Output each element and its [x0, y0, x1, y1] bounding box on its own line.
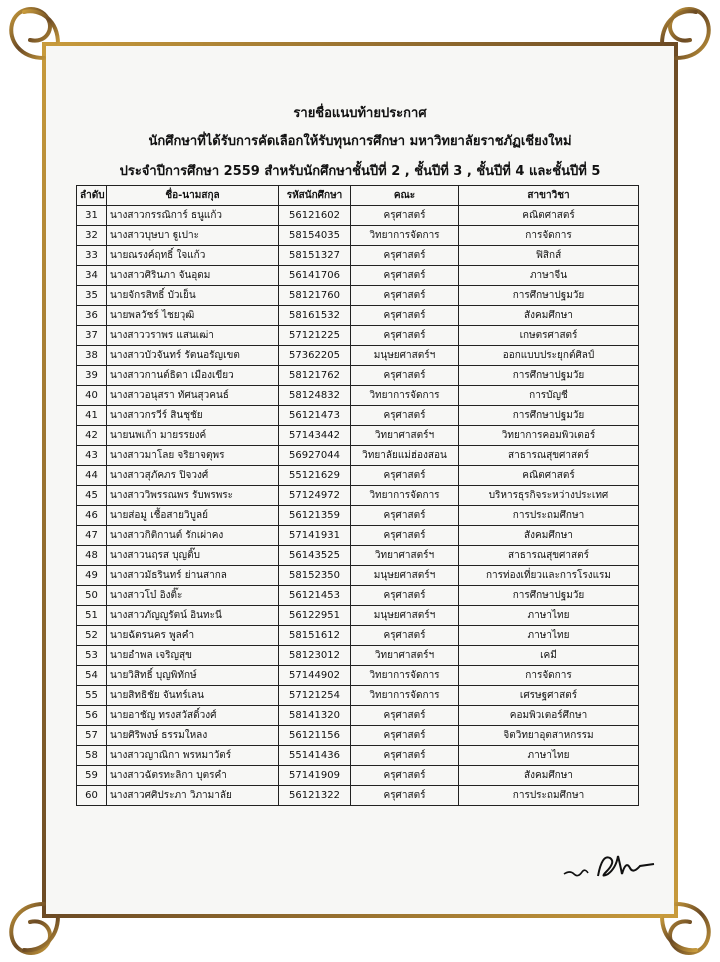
cell-student-id: 58161532 [279, 306, 351, 326]
cell-major: เคมี [459, 646, 639, 666]
cell-faculty: ครุศาสตร์ [351, 786, 459, 806]
table-row [77, 366, 639, 386]
document-subtitle: นักศึกษาที่ได้รับการคัดเลือกให้รับทุนการศึกษา มหาวิทยาลัยราชภัฏเชียงใหม่ [148, 134, 572, 149]
cell-major: สาธารณสุขศาสตร์ [459, 446, 639, 466]
cell-major: การประถมศึกษา [459, 506, 639, 526]
table-row [77, 666, 639, 686]
cell-faculty: มนุษยศาสตร์ฯ [351, 566, 459, 586]
cell-order: 38 [77, 346, 107, 366]
table-row [77, 766, 639, 786]
cell-name: นายส่อมู เชื้อสายวิบูลย์ [107, 506, 279, 526]
cell-student-id: 57144902 [279, 666, 351, 686]
document-subtitle-year: ประจำปีการศึกษา 2559 สำหรับนักศึกษาชั้นปีที่ 2 , ชั้นปีที่ 3 , ชั้นปีที่ 4 และชั้นปีที่ 5 [119, 164, 601, 179]
cell-name: นายณรงค์ฤทธิ์ ใจแก้ว [107, 246, 279, 266]
cell-order: 43 [77, 446, 107, 466]
cell-order: 55 [77, 686, 107, 706]
cell-faculty: วิทยาการจัดการ [351, 666, 459, 686]
cell-faculty: ครุศาสตร์ [351, 406, 459, 426]
cell-student-id: 58141320 [279, 706, 351, 726]
cell-faculty: วิทยาลัยแม่ฮ่องสอน [351, 446, 459, 466]
cell-name: นายวิสิทธิ์ บุญพิทักษ์ [107, 666, 279, 686]
cell-major: การศึกษาปฐมวัย [459, 586, 639, 606]
cell-major: ภาษาไทย [459, 626, 639, 646]
cell-order: 39 [77, 366, 107, 386]
cell-faculty: ครุศาสตร์ [351, 766, 459, 786]
cell-student-id: 56122951 [279, 606, 351, 626]
cell-faculty: ครุศาสตร์ [351, 706, 459, 726]
cell-major: ออกแบบประยุกต์ศิลป์ [459, 346, 639, 366]
cell-order: 35 [77, 286, 107, 306]
cell-student-id: 57121254 [279, 686, 351, 706]
cell-name: นางสาวฉัตรทะลิกา บุตรคำ [107, 766, 279, 786]
cell-major: การจัดการ [459, 666, 639, 686]
cell-major: การจัดการ [459, 226, 639, 246]
cell-major: การศึกษาปฐมวัย [459, 286, 639, 306]
cell-name: นายสิทธิชัย จันทร์เลน [107, 686, 279, 706]
cell-faculty: ครุศาสตร์ [351, 246, 459, 266]
table-row [77, 646, 639, 666]
table-row [77, 426, 639, 446]
scholarship-table [76, 185, 639, 806]
cell-name: นางสาวบุษบา ฐูเปาะ [107, 226, 279, 246]
signature-image [560, 846, 670, 886]
cell-student-id: 57141909 [279, 766, 351, 786]
cell-order: 52 [77, 626, 107, 646]
cell-faculty: วิทยาศาสตร์ฯ [351, 546, 459, 566]
cell-name: นางสาววิพรรณพร รับพรพระ [107, 486, 279, 506]
cell-order: 34 [77, 266, 107, 286]
cell-order: 51 [77, 606, 107, 626]
cell-order: 46 [77, 506, 107, 526]
cell-student-id: 58152350 [279, 566, 351, 586]
table-row [77, 286, 639, 306]
cell-major: การศึกษาปฐมวัย [459, 406, 639, 426]
cell-name: นางสาวสุภัคภร ปิจวงศ์ [107, 466, 279, 486]
table-row [77, 486, 639, 506]
cell-student-id: 55121629 [279, 466, 351, 486]
cell-name: นางสาวนฤรส บุญติ๊บ [107, 546, 279, 566]
cell-student-id: 57141931 [279, 526, 351, 546]
cell-student-id: 56141706 [279, 266, 351, 286]
cell-order: 42 [77, 426, 107, 446]
cell-name: นายฉัตรนคร พูลคำ [107, 626, 279, 646]
cell-major: ภาษาไทย [459, 746, 639, 766]
table-row [77, 726, 639, 746]
cell-faculty: วิทยาการจัดการ [351, 486, 459, 506]
cell-name: นายอำพล เจริญสุข [107, 646, 279, 666]
cell-student-id: 56121602 [279, 206, 351, 226]
cell-name: นางสาวโบ๋ อิงติ๊ะ [107, 586, 279, 606]
cell-name: นางสาวอนุสรา ทัศนสุวคนธ์ [107, 386, 279, 406]
cell-faculty: มนุษยศาสตร์ฯ [351, 606, 459, 626]
table-row [77, 346, 639, 366]
document-title: รายชื่อแนบท้ายประกาศ [293, 106, 427, 121]
cell-major: ภาษาจีน [459, 266, 639, 286]
table-row [77, 506, 639, 526]
header-order: ลำดับ [77, 186, 107, 206]
cell-order: 31 [77, 206, 107, 226]
cell-name: นายจักรสิทธิ์ บัวเย็น [107, 286, 279, 306]
cell-faculty: ครุศาสตร์ [351, 286, 459, 306]
cell-major: เกษตรศาสตร์ [459, 326, 639, 346]
table-row [77, 706, 639, 726]
cell-faculty: ครุศาสตร์ [351, 366, 459, 386]
cell-name: นางสาวกานต์ธิดา เมืองเขียว [107, 366, 279, 386]
table-row [77, 206, 639, 226]
cell-order: 36 [77, 306, 107, 326]
table-row [77, 326, 639, 346]
cell-major: การประถมศึกษา [459, 786, 639, 806]
cell-faculty: วิทยาศาสตร์ฯ [351, 426, 459, 446]
cell-faculty: ครุศาสตร์ [351, 206, 459, 226]
header-major: สาขาวิชา [459, 186, 639, 206]
cell-major: สังคมศึกษา [459, 526, 639, 546]
cell-major: เศรษฐศาสตร์ [459, 686, 639, 706]
cell-order: 60 [77, 786, 107, 806]
cell-faculty: ครุศาสตร์ [351, 746, 459, 766]
cell-student-id: 58123012 [279, 646, 351, 666]
cell-student-id: 56121473 [279, 406, 351, 426]
cell-major: คณิตศาสตร์ [459, 206, 639, 226]
cell-name: นางสาวศศิประภา วิภามาลัย [107, 786, 279, 806]
cell-major: ฟิสิกส์ [459, 246, 639, 266]
table-row [77, 746, 639, 766]
cell-major: จิตวิทยาอุตสาหกรรม [459, 726, 639, 746]
table-row [77, 686, 639, 706]
cell-major: วิทยาการคอมพิวเตอร์ [459, 426, 639, 446]
cell-faculty: ครุศาสตร์ [351, 626, 459, 646]
cell-name: นางสาวกิติกานต์ รักเผ่าคง [107, 526, 279, 546]
table-row [77, 466, 639, 486]
cell-major: สังคมศึกษา [459, 306, 639, 326]
cell-name: นางสาวภัญญูรัตน์ อินทะนี [107, 606, 279, 626]
cell-name: นางสาวกรวีร์ สินชุชัย [107, 406, 279, 426]
cell-name: นางสาวกรรณิการ์ ธนูแก้ว [107, 206, 279, 226]
cell-major: คณิตศาสตร์ [459, 466, 639, 486]
cell-student-id: 57362205 [279, 346, 351, 366]
table-row [77, 606, 639, 626]
cell-student-id: 57143442 [279, 426, 351, 446]
header-faculty: คณะ [351, 186, 459, 206]
table-row [77, 266, 639, 286]
cell-faculty: ครุศาสตร์ [351, 266, 459, 286]
cell-major: ภาษาไทย [459, 606, 639, 626]
table-row [77, 446, 639, 466]
cell-name: นางสาววราพร แสนเฒ่า [107, 326, 279, 346]
cell-faculty: ครุศาสตร์ [351, 726, 459, 746]
cell-student-id: 57121225 [279, 326, 351, 346]
cell-order: 40 [77, 386, 107, 406]
cell-order: 57 [77, 726, 107, 746]
cell-order: 54 [77, 666, 107, 686]
cell-order: 41 [77, 406, 107, 426]
cell-faculty: วิทยาการจัดการ [351, 686, 459, 706]
cell-student-id: 58151612 [279, 626, 351, 646]
cell-faculty: ครุศาสตร์ [351, 506, 459, 526]
cell-faculty: ครุศาสตร์ [351, 526, 459, 546]
cell-major: การบัญชี [459, 386, 639, 406]
table-row [77, 546, 639, 566]
table-row [77, 526, 639, 546]
cell-student-id: 56121156 [279, 726, 351, 746]
table-row [77, 586, 639, 606]
cell-order: 47 [77, 526, 107, 546]
cell-student-id: 58121762 [279, 366, 351, 386]
cell-student-id: 55141436 [279, 746, 351, 766]
cell-student-id: 56143525 [279, 546, 351, 566]
cell-name: นายนพเก้า มายรรยงค์ [107, 426, 279, 446]
cell-student-id: 57124972 [279, 486, 351, 506]
table-row [77, 566, 639, 586]
cell-order: 58 [77, 746, 107, 766]
header-name: ชื่อ-นามสกุล [107, 186, 279, 206]
cell-order: 33 [77, 246, 107, 266]
cell-order: 37 [77, 326, 107, 346]
cell-order: 45 [77, 486, 107, 506]
cell-student-id: 56121453 [279, 586, 351, 606]
cell-order: 56 [77, 706, 107, 726]
table-row [77, 786, 639, 806]
cell-student-id: 56927044 [279, 446, 351, 466]
table-row [77, 246, 639, 266]
cell-major: บริหารธุรกิจระหว่างประเทศ [459, 486, 639, 506]
cell-faculty: ครุศาสตร์ [351, 326, 459, 346]
cell-major: สาธารณสุขศาสตร์ [459, 546, 639, 566]
cell-faculty: วิทยาการจัดการ [351, 226, 459, 246]
cell-faculty: ครุศาสตร์ [351, 586, 459, 606]
cell-order: 48 [77, 546, 107, 566]
table-row [77, 226, 639, 246]
table-body [77, 206, 639, 806]
cell-student-id: 56121322 [279, 786, 351, 806]
header-student-id: รหัสนักศึกษา [279, 186, 351, 206]
cell-major: การท่องเที่ยวและการโรงแรม [459, 566, 639, 586]
cell-name: นางสาวบัวจันทร์ รัตนอรัญเขต [107, 346, 279, 366]
cell-name: นางสาวมัธรินทร์ ย่านสากล [107, 566, 279, 586]
cell-name: นายศิริพงษ์ ธรรมใหลง [107, 726, 279, 746]
cell-student-id: 58151327 [279, 246, 351, 266]
cell-name: นายพลวัชร์ ไชยวุฒิ [107, 306, 279, 326]
cell-name: นางสาวญาณิกา พรหมาวัตร์ [107, 746, 279, 766]
cell-major: สังคมศึกษา [459, 766, 639, 786]
table-header-row [77, 186, 639, 206]
cell-faculty: ครุศาสตร์ [351, 466, 459, 486]
table-row [77, 626, 639, 646]
cell-name: นางสาวมาโลย จริยาจตุพร [107, 446, 279, 466]
table-row [77, 306, 639, 326]
cell-faculty: ครุศาสตร์ [351, 306, 459, 326]
table-row [77, 406, 639, 426]
cell-name: นางสาวศิรินภา จันอุดม [107, 266, 279, 286]
cell-order: 50 [77, 586, 107, 606]
cell-student-id: 58124832 [279, 386, 351, 406]
cell-order: 49 [77, 566, 107, 586]
cell-major: คอมพิวเตอร์ศึกษา [459, 706, 639, 726]
cell-name: นายอาชัญ ทรงสวัสดิ์วงศ์ [107, 706, 279, 726]
cell-order: 44 [77, 466, 107, 486]
cell-student-id: 58154035 [279, 226, 351, 246]
cell-order: 59 [77, 766, 107, 786]
cell-faculty: วิทยาศาสตร์ฯ [351, 646, 459, 666]
cell-student-id: 56121359 [279, 506, 351, 526]
cell-faculty: มนุษยศาสตร์ฯ [351, 346, 459, 366]
cell-order: 32 [77, 226, 107, 246]
cell-faculty: วิทยาการจัดการ [351, 386, 459, 406]
table-row [77, 386, 639, 406]
cell-major: การศึกษาปฐมวัย [459, 366, 639, 386]
cell-student-id: 58121760 [279, 286, 351, 306]
cell-order: 53 [77, 646, 107, 666]
